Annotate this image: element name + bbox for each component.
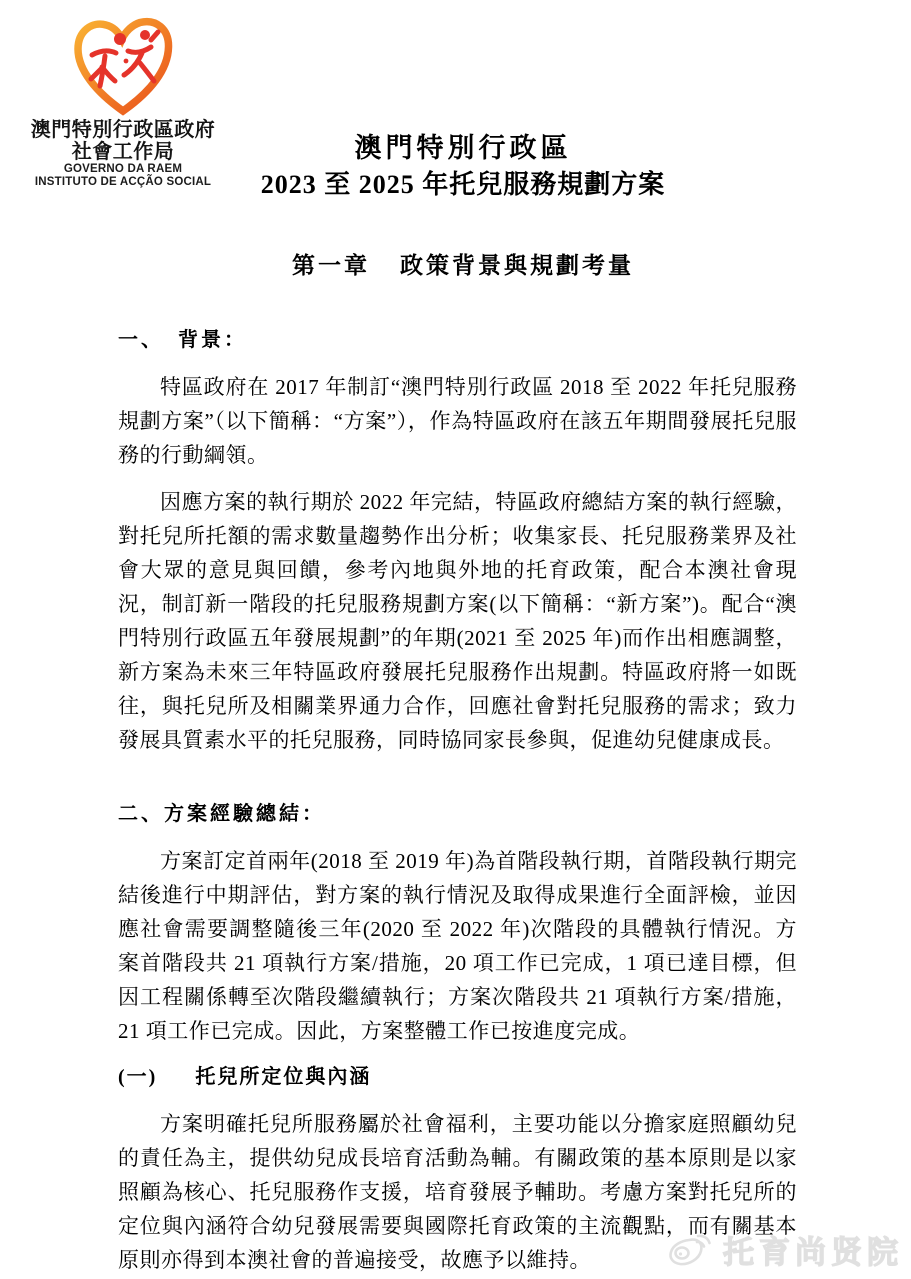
section2-title: 方案經驗總結： [164,803,325,825]
document-title [118,131,808,203]
agency-name-pt-line1: GOVERNO DA RAEM [63,163,183,176]
section1-heading [118,327,797,353]
subsection1-paragraph-1: 方案明確托兒所服務屬於社會福利，主要功能以分擔家庭照顧幼兒的責任為主，提供幼兒成長培育活動為輔。有關政策的基本原則是以家照顧為核心、托兒服務作支援，培育發展予輔助。考慮方案對托兒所的定位與內涵符合幼兒發展需要與國際托育政策的主流觀點，而有關基本原則亦得到本澳社會的普遍接受，故應予以維持。 [118,1112,797,1272]
agency-name-pt-line2: INSTITUTO DE ACÇÃO SOCIAL [34,176,212,189]
subsection1-number: (一) [118,1066,158,1088]
weibo-icon [665,1226,717,1272]
subsection1-title: 托兒所定位與內涵 [195,1066,372,1088]
document-title-line1: 澳門特別行政區 [354,133,572,163]
watermark [665,1226,903,1272]
section1-paragraph-1: 特區政府在 2017 年制訂“澳門特別行政區 2018 至 2022 年托兒服務規劃方案”（以下簡稱：“方案”），作為特區政府在該五年期間發展托兒服務的行動綱領。 [118,375,797,467]
heart-logo-icon [65,10,181,120]
section2-heading [118,801,797,827]
subsection1-heading [118,1064,797,1090]
watermark-text: 托育尚贤院 [723,1234,903,1270]
agency-name-zh-line2: 社會工作局 [71,140,175,163]
document-body [118,327,797,1277]
chapter-heading [118,247,808,280]
section1-number: 一、 [118,329,164,351]
chapter-title: 政策背景與規劃考量 [400,253,634,278]
section2-paragraph-1: 方案訂定首兩年(2018 至 2019 年)為首階段執行期，首階段執行期完結後進行中期評估，對方案的執行情況及取得成果進行全面評檢，並因應社會需要調整隨後三年(2020 至 2022 年)次階段的具體執行情況。方案首階段共 21 項執行方案/措施，20 項工作已完成，1 項已達目標，但因工程關係轉至次階段繼續執行；方案次階段共 21 項執行方案/措施，21 項工作已完成。因此，方案整體工作已按進度完成。 [118,849,797,1043]
chapter-number: 第一章 [292,253,370,278]
section2-number: 二、 [118,803,164,825]
agency-name-zh-line1: 澳門特別行政區政府 [30,119,216,141]
section1-title: 背景： [178,329,247,351]
document-title-line2: 2023 至 2025 年托兒服務規劃方案 [260,170,666,199]
section1-paragraph-2: 因應方案的執行期於 2022 年完結，特區政府總結方案的執行經驗，對托兒所托額的需求數量趨勢作出分析；收集家長、托兒服務業界及社會大眾的意見與回饋，參考內地與外地的托育政策，配合本澳社會現況，制訂新一階段的托兒服務規劃方案(以下簡稱：“新方案”)。配合“澳門特別行政區五年發展規劃”的年期(2021 至 2025 年)而作出相應調整，新方案為未來三年特區政府發展托兒服務作出規劃。特區政府將一如既往，與托兒所及相關業界通力合作，回應社會對托兒服務的需求；致力發展具質素水平的托兒服務，同時協同家長參與，促進幼兒健康成長。 [118,490,797,752]
